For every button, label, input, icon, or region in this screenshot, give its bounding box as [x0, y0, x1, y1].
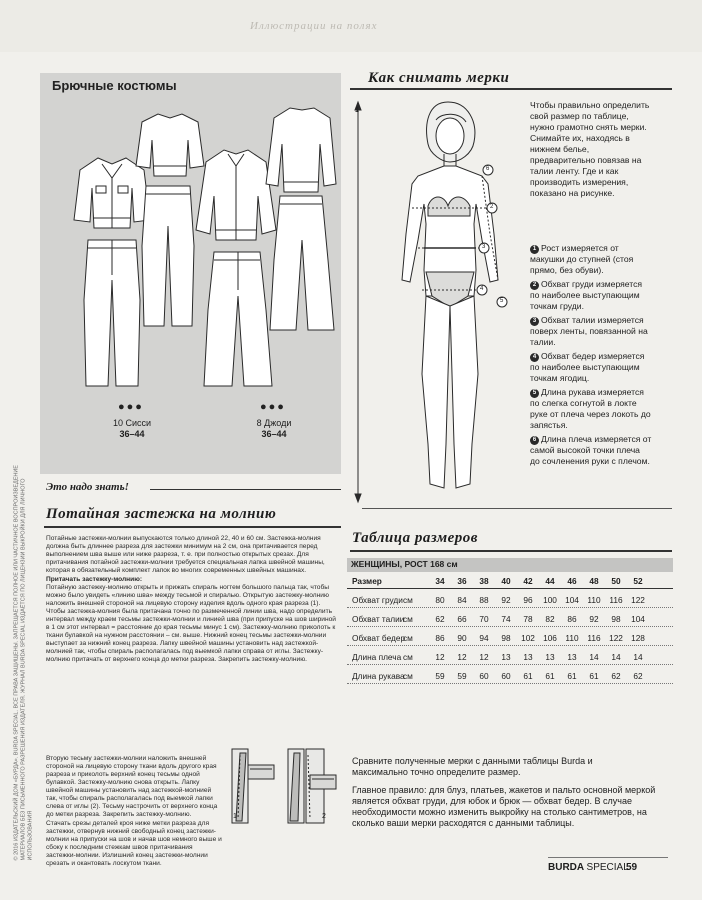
row-value: 82	[545, 614, 555, 624]
size-col: 34	[435, 576, 445, 586]
measure-item-text: Длина рукава измеряется по слегка согнутой в локте руке от плеча через локоть до запястья.	[530, 387, 651, 430]
footer-brand-special: SPECIAL	[586, 862, 629, 873]
measure-item	[530, 315, 652, 348]
row-value: 60	[479, 671, 489, 681]
size-col: 52	[633, 576, 643, 586]
measure-item-number: 2	[530, 281, 539, 290]
know-note: Это надо знать!	[46, 481, 129, 493]
body-figure	[352, 84, 527, 504]
row-value: 60	[501, 671, 511, 681]
top-header	[0, 0, 702, 52]
row-value: 102	[521, 633, 535, 643]
measure-item-text: Длина плеча измеряется от самой высокой точки плеча до сочленения руки с плечом.	[530, 434, 652, 466]
measure-title: Как снимать мерки	[368, 70, 510, 86]
size-col: 44	[545, 576, 555, 586]
zipper-text-bottom	[46, 755, 224, 868]
row-value: 78	[523, 614, 533, 624]
row-value: 74	[501, 614, 511, 624]
row-value: 86	[435, 633, 445, 643]
row-divider	[347, 683, 673, 684]
measure-list	[530, 243, 652, 470]
row-value: 62	[611, 671, 621, 681]
zipper-text-top	[46, 535, 340, 664]
row-value: 12	[457, 652, 467, 662]
measure-item-text: Обхват талии измеряется поверх ленты, повязанной на талии.	[530, 315, 648, 347]
zipper-para4: Стачать срезы деталей кроя ниже метки разреза для застежки, отвернув нижний свободный конец застежки-молнии на припуски на шов и начав шов немного выше и сбоку к последним стежкам швов притачивания застежки-молнии. Излишний конец застежки-молнии срезать и окантовать лоскутом ткани.	[46, 820, 222, 867]
row-value: 13	[501, 652, 511, 662]
page-number: 59	[626, 862, 638, 873]
know-note-rule	[150, 489, 341, 490]
row-value: 13	[523, 652, 533, 662]
zipper-para2: Потайную застежку-молнию открыть и прижать спираль ногтем большого пальца так, чтобы можно было увидеть «линию шва» между тесьмой и спиралью. Открытую застежку-молнию наложить внешней стороной на лицевую сторону изделия вдоль одного края разреза (1). Чтобы застежка-молния была притачана точно по размеченной линии шва, надо определить интервал между краем тесьмы застежки-молнии и линией шва (при припуске на шов шириной в 1 см этот интервал = расстояние до края тесьмы минус 1 см). Застежку-молнию приколоть к ткани булавкой на нужном расстоянии – см. выше. Нижний конец тесьмы застежки-молнии выступает за нижний конец разреза. Лапку швейной машины установить над застежкой-молнией так, чтобы спираль располагалась под выемкой лапки справа от иглы. Застежку-молнию притачать от верхнего конца до метки разреза. Закрепить застежку-молнию.	[46, 584, 336, 663]
figure-mark-6: 6	[486, 166, 490, 172]
row-value: 96	[523, 595, 533, 605]
figure-mark-4: 4	[480, 286, 484, 292]
footer-brand-name: BURDA	[548, 862, 584, 873]
model-8-dots: ●●●	[260, 401, 286, 413]
table-row	[347, 632, 673, 646]
zipper-title-rule	[44, 526, 341, 528]
measure-section-rule	[362, 508, 672, 509]
row-unit: см	[403, 595, 413, 605]
figure-mark-2: 2	[490, 204, 494, 210]
row-divider	[347, 664, 673, 665]
row-label: Длина рукава	[352, 671, 405, 681]
size-table-title: Таблица размеров	[352, 530, 478, 546]
zipper-fig-label-2: 2	[322, 813, 326, 820]
model-10-dots: ●●●	[118, 401, 144, 413]
row-value: 14	[633, 652, 643, 662]
row-value: 128	[631, 633, 645, 643]
row-value: 122	[609, 633, 623, 643]
table-row	[347, 651, 673, 665]
row-value: 110	[587, 595, 601, 605]
figure-mark-3: 3	[482, 244, 486, 250]
compare-text: Сравните полученные мерки с данными таблицы Burda и максимально точно определите размер.	[352, 756, 593, 777]
row-value: 98	[501, 633, 511, 643]
measure-item-number: 3	[530, 317, 539, 326]
row-value: 116	[609, 595, 623, 605]
garments-title: Брючные костюмы	[52, 78, 177, 93]
row-value: 61	[567, 671, 577, 681]
size-col: 42	[523, 576, 533, 586]
size-col: 48	[589, 576, 599, 586]
row-value: 61	[545, 671, 555, 681]
row-value: 70	[479, 614, 489, 624]
measure-item-number: 5	[530, 389, 539, 398]
row-unit: см	[403, 633, 413, 643]
row-value: 104	[631, 614, 645, 624]
zipper-para1: Потайные застежки-молнии выпускаются только длиной 22, 40 и 60 см. Застежка-молния должна быть длиннее разреза для застежки минимум на 2 см, она притачивается перед выполнением шва выше или ниже разреза, т. е. при полностью открытых срезах. Для притачивания потайной застежки-молнии требуется специальная лапка швейной машины, которая в обязательный комплект лапок во многих современных швейных машинах.	[46, 535, 325, 574]
row-value: 61	[523, 671, 533, 681]
row-value: 12	[479, 652, 489, 662]
size-col: 46	[567, 576, 577, 586]
model-8-name: 8 Джоди	[256, 418, 292, 428]
table-row	[347, 613, 673, 627]
measure-item-text: Рост измеряется от макушки до ступней (стоя прямо, без обуви).	[530, 243, 634, 275]
row-value: 104	[565, 595, 579, 605]
row-divider	[347, 607, 673, 608]
size-col: 38	[479, 576, 489, 586]
model-10-name: 10 Сисси	[112, 418, 152, 428]
women-label: ЖЕНЩИНЫ, РОСТ 168 см	[351, 559, 458, 569]
row-value: 13	[567, 652, 577, 662]
row-value: 59	[435, 671, 445, 681]
header-text: Иллюстрации на полях	[250, 20, 378, 32]
model-10-sizes: 36–44	[119, 429, 145, 439]
figure-mark-5: 5	[500, 298, 504, 304]
row-divider	[347, 645, 673, 646]
measure-item-text: Обхват груди измеряется по наиболее выступающим точкам груди.	[530, 279, 643, 311]
size-header-label: Размер	[352, 576, 382, 586]
size-col: 50	[611, 576, 621, 586]
measure-item	[530, 279, 652, 312]
model-8-sizes: 36–44	[261, 429, 287, 439]
row-value: 90	[457, 633, 467, 643]
zipper-title: Потайная застежка на молнию	[46, 506, 277, 522]
row-unit: см	[403, 614, 413, 624]
row-value: 80	[435, 595, 445, 605]
footer-rule	[548, 857, 668, 858]
row-label: Обхват бедер	[352, 633, 406, 643]
row-value: 61	[589, 671, 599, 681]
zipper-fig-label-1: 1	[233, 813, 237, 820]
table-row	[347, 670, 673, 684]
row-value: 62	[435, 614, 445, 624]
zipper-subhead: Притачать застежку-молнию:	[46, 576, 143, 583]
header-underline	[347, 588, 673, 589]
row-value: 94	[479, 633, 489, 643]
measure-item	[530, 387, 652, 431]
measure-item	[530, 351, 652, 384]
row-value: 66	[457, 614, 467, 624]
row-label: Обхват груди	[352, 595, 403, 605]
size-title-rule	[350, 550, 672, 552]
measure-item-number: 6	[530, 436, 539, 445]
row-value: 98	[611, 614, 621, 624]
row-value: 110	[565, 633, 579, 643]
size-col: 36	[457, 576, 467, 586]
zipper-para3: Вторую тесьму застежки-молнии наложить внешней стороной на лицевую сторону ткани вдоль другого края разреза и приколоть верхний конец тесьмы одной булавкой. Застежку-молнию снова открыть. Лапку швейной машины установить над застежкой-молнией так, чтобы спираль располагалась под выемкой лапки слева от иглы (2). Тесьму настрочить от верхнего конца до метки разреза. Закрепить застежку-молнию.	[46, 755, 218, 818]
measure-item-number: 4	[530, 353, 539, 362]
size-header-row	[347, 575, 673, 589]
row-value: 88	[479, 595, 489, 605]
row-divider	[347, 626, 673, 627]
row-label: Обхват талии	[352, 614, 405, 624]
row-label: Длина плеча	[352, 652, 402, 662]
row-value: 13	[545, 652, 555, 662]
row-value: 14	[589, 652, 599, 662]
figure-mark-1: 1	[355, 107, 359, 114]
row-unit: см	[403, 671, 413, 681]
row-value: 116	[587, 633, 601, 643]
measure-item-number: 1	[530, 245, 539, 254]
row-value: 100	[543, 595, 557, 605]
table-row	[347, 594, 673, 608]
measure-intro: Чтобы правильно определить свой размер по таблице, нужно грамотно снять мерки. Снимайте их, находясь в нижнем белье, предварительно повязав на талии ленту. Где и как производить измерения, показано на рисунке.	[530, 100, 650, 198]
row-value: 14	[611, 652, 621, 662]
row-value: 92	[501, 595, 511, 605]
measure-item-text: Обхват бедер измеряется по наиболее выступающим точкам ягодиц.	[530, 351, 645, 383]
row-value: 86	[567, 614, 577, 624]
size-col: 40	[501, 576, 511, 586]
row-value: 59	[457, 671, 467, 681]
measure-item	[530, 434, 652, 467]
footer-brand	[548, 862, 629, 873]
row-value: 92	[589, 614, 599, 624]
main-rule-text: Главное правило: для блуз, платьев, жакетов и пальто основной меркой является обхват груди, для юбок и брюк — обхват бедер. В случае необходимости можно изменить выкройку на столько сантиметров, на сколько ваши мерки расходятся с данными таблицы.	[352, 785, 656, 828]
row-value: 84	[457, 595, 467, 605]
row-unit: см	[403, 652, 413, 662]
row-value: 106	[543, 633, 557, 643]
row-value: 12	[435, 652, 445, 662]
side-credit: © 2016 ИЗДАТЕЛЬСКИЙ ДОМ «БУРДА». BURDA SPECIAL. ВСЕ ПРАВА ЗАЩИЩЕНЫ. ЗАПРЕЩАЕТСЯ ПОЛНОЕ ИЛИ ЧАСТИЧНОЕ ВОСПРОИЗВЕДЕНИЕ МАТЕРИАЛОВ БЕЗ ПИСЬМЕННОГО РАЗРЕШЕНИЯ ИЗДАТЕЛЯ. ЖУРНАЛ BURDA SPECIAL ИЗДАЁТСЯ ПО ЛИЦЕНЗИИ ВЫКРОЙКИ ДЛЯ ЛИЧНОГО ИСПОЛЬЗОВАНИЯ	[13, 465, 34, 861]
row-value: 122	[631, 595, 645, 605]
row-value: 62	[633, 671, 643, 681]
measure-item	[530, 243, 652, 276]
